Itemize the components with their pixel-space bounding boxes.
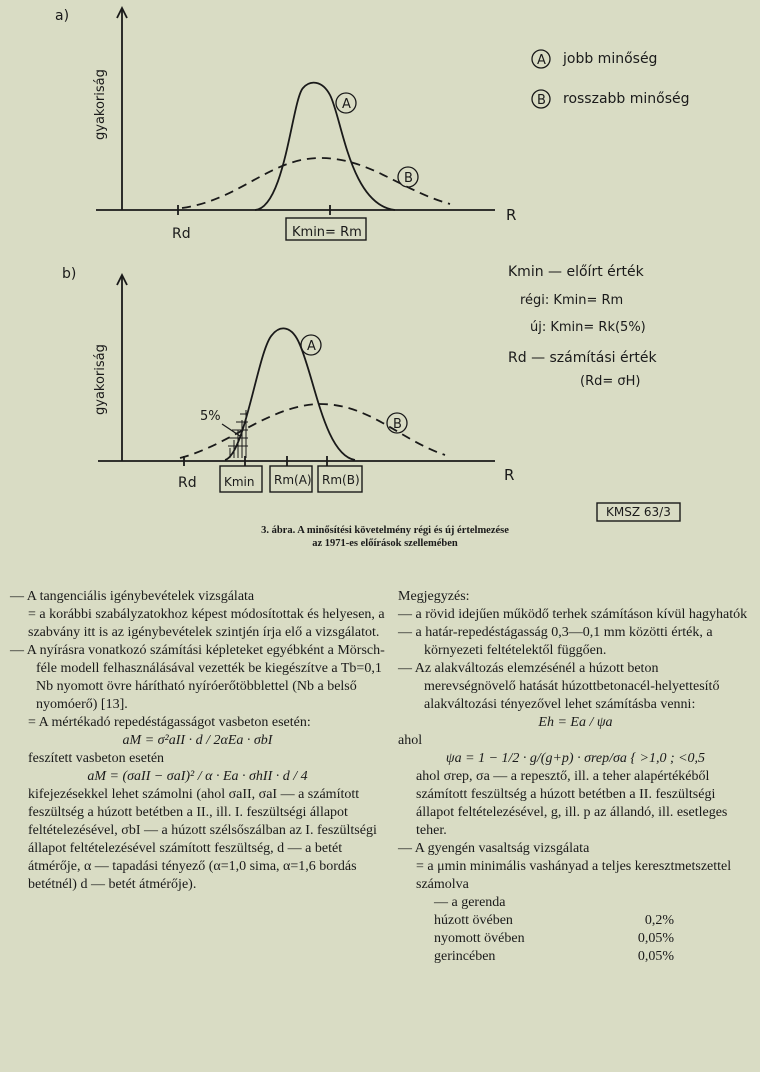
table-row: [434, 948, 753, 966]
right-r5: — A gyengén vasaltság vizsgálata: [398, 841, 590, 856]
panel-a-curve-a: [255, 83, 395, 210]
right-column: [398, 588, 753, 966]
panel-b-rd: Rd: [178, 475, 197, 491]
panel-a-label: a): [55, 8, 70, 24]
left-column: [10, 588, 385, 894]
formula-4: ψa = 1 − 1/2 · g/(g+p) · σrep/σa { >1,0 ; <0,5: [445, 751, 706, 766]
left-p3: = A mértékadó repedéstágasságot vasbeton esetén:: [28, 715, 311, 730]
legend-b-marker: B: [537, 93, 546, 108]
panel-b-xlabel: R: [504, 466, 515, 484]
left-p2: — A nyírásra vonatkozó számítási képleteket egyébként a Mörsch-féle modell felhasználásával vezették be kiegészítve a Tb=0,1 Nb nyomott övre hárítható nyíróerőtöbblettel (Nb a belső nyomóerő) [13].: [10, 643, 385, 712]
panel-a-curve-a-label: A: [342, 97, 351, 112]
table-row: [434, 912, 753, 930]
panel-a-box-label: Kmin= Rm: [292, 225, 362, 240]
right-heading: Megjegyzés:: [398, 589, 470, 604]
panel-b-ylabel: gyakoriság: [93, 344, 108, 415]
right-r4: ahol σrep, σa — a repesztő, ill. a teher alapértékéből számított feszültség a húzott betétben a II. feszültségi állapot feltételezésével, g, ill. p az állandó, ill. esetleges teher.: [416, 769, 728, 838]
panel-a-ylabel: gyakoriság: [93, 69, 108, 140]
figure-caption: [150, 524, 620, 550]
row-value: 0,2%: [644, 913, 674, 928]
legend-a-marker: A: [537, 53, 546, 68]
note-2: régi: Kmin= Rm: [520, 293, 624, 308]
panel-b-hatch: [228, 410, 248, 458]
table-row: [434, 930, 753, 948]
panel-b-label: b): [62, 266, 77, 282]
legend-b-text: rosszabb minőség: [563, 91, 690, 107]
right-r1: — a rövid idejűen működő terhek számításon kívül hagyhatók: [398, 607, 748, 622]
left-p4: feszített vasbeton esetén: [28, 751, 165, 766]
note-1: Kmin — előírt érték: [508, 264, 644, 280]
left-p1: — A tangenciális igénybevételek vizsgálata: [10, 589, 255, 604]
panel-b-rma: Rm(A): [274, 473, 312, 487]
note-4: Rd — számítási érték: [508, 350, 657, 366]
stamp: KMSZ 63/3: [606, 505, 671, 519]
legend-a-text: jobb minőség: [563, 51, 658, 67]
ratio-table: [398, 912, 753, 966]
right-r6: = a μmin minimális vashányad a teljes keresztmetszettel számolva: [416, 859, 732, 892]
panel-b-rmb: Rm(B): [322, 473, 360, 487]
formula-1: aM = σ²aII · d / 2αEa · σbI: [122, 733, 273, 748]
note-3: új: Kmin= Rk(5%): [530, 320, 646, 335]
panel-a-rd: Rd: [172, 226, 191, 242]
panel-b-kmin: Kmin: [224, 475, 255, 489]
panel-b-curve-a-label: A: [307, 339, 316, 354]
left-p5: kifejezésekkel lehet számolni (ahol σaII, σaI — a számított feszültség a húzott betétben a II., ill. I. feszültségi állapot feltételezésével, σbI — a húzott szélsőszálban az I. feszültségi állapot feltételezésével számított feszültség, d — a betét átmérője, α — tapadási tényező (α=1,0 sima, α=1,6 bordás betétnél) d — betét átmérője).: [28, 787, 377, 892]
formula-2: aM = (σaII − σaI)² / α · Ea · σhII · d / 4: [87, 769, 308, 784]
caption-line-1: 3. ábra. A minősítési követelmény régi és új értelmezése: [261, 525, 509, 536]
note-5: (Rd= σH): [580, 374, 641, 389]
caption-line-2: az 1971-es előírások szellemében: [312, 538, 458, 549]
row-key: nyomott övében: [434, 931, 525, 946]
right-r2: — a határ-repedéstágasság 0,3—0,1 mm közötti érték, a környezeti feltételektől függően.: [398, 625, 713, 658]
formula-3: Eh = Ea / ψa: [538, 715, 613, 730]
panel-a-xlabel: R: [506, 206, 517, 224]
row-key: gerincében: [434, 949, 496, 964]
panel-b-curve-a: [225, 328, 355, 460]
row-value: 0,05%: [637, 931, 674, 946]
row-value: 0,05%: [637, 949, 674, 964]
panel-b-percent: 5%: [200, 409, 221, 424]
panel-b-curve-b-label: B: [393, 417, 402, 432]
row-key: húzott övében: [434, 913, 513, 928]
right-r7: — a gerenda: [434, 895, 506, 910]
right-ahol: ahol: [398, 733, 423, 748]
left-p1b: = a korábbi szabályzatokhoz képest módosítottak és helyesen, a szabvány itt is az igénybevételek szintjén írja elő a vizsgálatot.: [28, 607, 385, 640]
panel-a-curve-b-label: B: [404, 171, 413, 186]
right-r3: — Az alakváltozás elemzésénél a húzott beton merevségnövelő hatását húzottbetonacél-helyettesítő alakváltozási tényezővel lehet számításba venni:: [398, 661, 720, 712]
